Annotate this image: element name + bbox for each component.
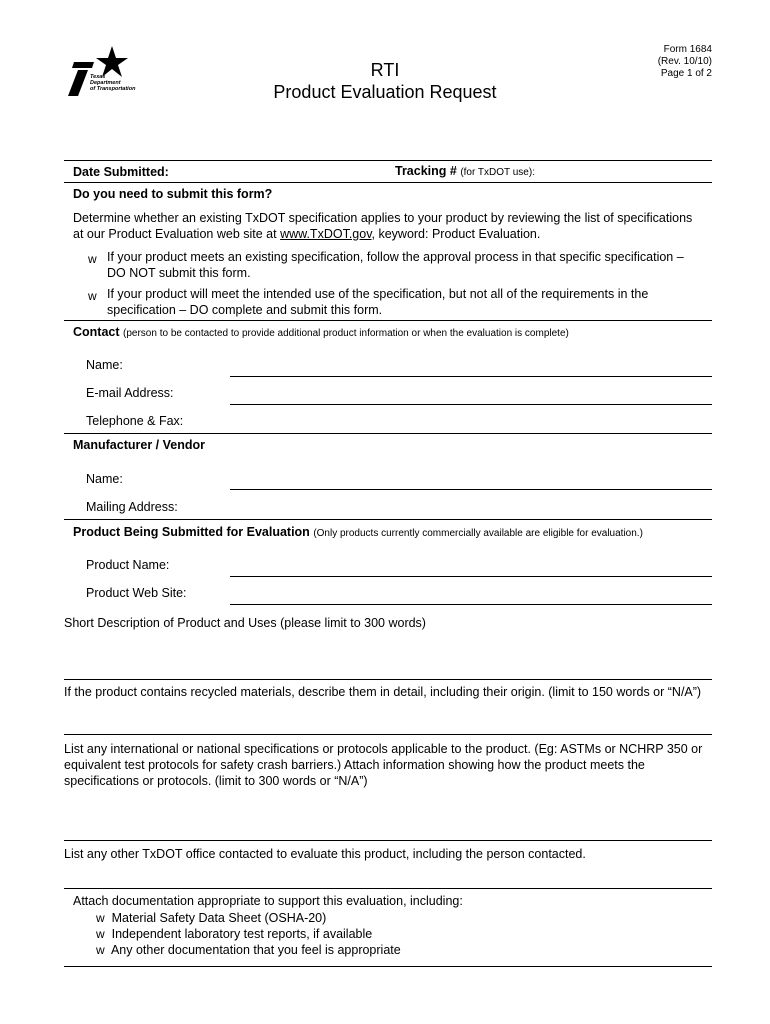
- need-heading: Do you need to submit this form?: [73, 187, 273, 201]
- intro-line-2: [73, 226, 692, 242]
- other-office-field[interactable]: [64, 865, 712, 887]
- intro-line-1: Determine whether an existing TxDOT specification applies to your product by reviewing the list of specifications: [73, 211, 693, 225]
- bullet-1: [107, 249, 684, 281]
- intro-line-2-pre: at our Product Evaluation web site at: [73, 227, 281, 241]
- product-note: (Only products currently commercially available are eligible for evaluation.): [313, 528, 643, 539]
- logo-line-2: Department: [90, 80, 121, 86]
- bullet-marker: w: [96, 943, 105, 957]
- product-header: [73, 525, 643, 539]
- attach-item-text: Any other documentation that you feel is appropriate: [110, 943, 401, 957]
- specs-field[interactable]: [64, 792, 712, 838]
- divider: [64, 320, 712, 321]
- contact-email-field[interactable]: [230, 404, 712, 405]
- other-office-label: List any other TxDOT office contacted to evaluate this product, including the person contacted.: [64, 847, 586, 861]
- attach-item: [96, 926, 401, 942]
- tracking-field: [395, 164, 535, 178]
- logo-line-1: Texas: [90, 74, 106, 80]
- bullet-marker: w: [96, 927, 105, 941]
- bullet-2: [107, 286, 648, 318]
- contact-name-label: Name:: [86, 358, 123, 372]
- attach-item-text: Material Safety Data Sheet (OSHA-20): [111, 911, 327, 925]
- short-description-label: Short Description of Product and Uses (please limit to 300 words): [64, 616, 426, 630]
- product-name-field[interactable]: [230, 576, 712, 577]
- bullet-marker: w: [96, 911, 105, 925]
- divider: [64, 679, 712, 680]
- divider: [64, 160, 712, 161]
- intro-line-2-post: , keyword: Product Evaluation.: [371, 227, 541, 241]
- contact-note: (person to be contacted to provide additional product information or when the evaluation is complete): [123, 328, 569, 339]
- attach-item: [96, 942, 401, 958]
- product-name-label: Product Name:: [86, 558, 170, 572]
- logo-line-3: of Transportation: [90, 86, 136, 92]
- date-submitted-label: Date Submitted:: [73, 165, 169, 179]
- bullet-marker: w: [88, 252, 97, 266]
- bullet-2-line-2: specification – DO complete and submit this form.: [107, 303, 383, 317]
- tracking-label: Tracking #: [395, 164, 457, 178]
- bullet-marker: w: [88, 289, 97, 303]
- specs-line-3: specifications or protocols. (limit to 300 words or “N/A”): [64, 774, 368, 788]
- bullet-1-line-2: DO NOT submit this form.: [107, 266, 251, 280]
- contact-name-field[interactable]: [230, 376, 712, 377]
- attach-item-text: Independent laboratory test reports, if available: [111, 927, 373, 941]
- product-web-label: Product Web Site:: [86, 586, 187, 600]
- attach-item: [96, 910, 401, 926]
- manufacturer-name-label: Name:: [86, 472, 123, 486]
- specs-line-1: List any international or national specifications or protocols applicable to the product. (Eg: ASTMs or NCHRP 350 or: [64, 742, 703, 756]
- attach-list: [96, 910, 401, 958]
- form-revision: (Rev. 10/10): [657, 56, 712, 67]
- divider: [64, 519, 712, 520]
- form-info: [658, 44, 712, 80]
- product-web-field[interactable]: [230, 604, 712, 605]
- divider: [64, 433, 712, 434]
- form-subtitle: Product Evaluation Request: [273, 82, 497, 102]
- form-number: Form 1684: [663, 44, 712, 55]
- form-title: RTI: [370, 60, 400, 80]
- manufacturer-name-field[interactable]: [230, 489, 712, 490]
- recycled-field[interactable]: [64, 703, 712, 733]
- manufacturer-heading: Manufacturer / Vendor: [73, 438, 205, 452]
- short-description-field[interactable]: [64, 634, 712, 678]
- divider: [64, 182, 712, 183]
- specs-line-2: equivalent test protocols for safety crash barriers.) Attach information showing how the product meets the: [64, 758, 645, 772]
- need-intro: [73, 210, 692, 242]
- manufacturer-address-label: Mailing Address:: [86, 500, 178, 514]
- attach-intro: Attach documentation appropriate to support this evaluation, including:: [73, 894, 463, 908]
- recycled-label: If the product contains recycled materials, describe them in detail, including their origin. (limit to 150 words or “N/A”): [64, 685, 702, 699]
- txdot-link[interactable]: www.TxDOT.gov: [280, 227, 372, 241]
- contact-email-label: E-mail Address:: [86, 386, 174, 400]
- divider: [64, 734, 712, 735]
- bullet-2-line-1: If your product will meet the intended use of the specification, but not all of the requirements in the: [107, 287, 649, 301]
- page-number: Page 1 of 2: [660, 68, 712, 79]
- divider: [64, 966, 712, 967]
- divider: [64, 840, 712, 841]
- bullet-1-line-1: If your product meets an existing specification, follow the approval process in that specific specification –: [107, 250, 684, 264]
- tracking-note: (for TxDOT use):: [460, 167, 535, 178]
- specs-label: [64, 741, 702, 789]
- contact-heading: Contact: [73, 325, 120, 339]
- contact-header: [73, 325, 569, 339]
- contact-phone-label: Telephone & Fax:: [86, 414, 184, 428]
- product-heading: Product Being Submitted for Evaluation: [73, 525, 310, 539]
- divider: [64, 888, 712, 889]
